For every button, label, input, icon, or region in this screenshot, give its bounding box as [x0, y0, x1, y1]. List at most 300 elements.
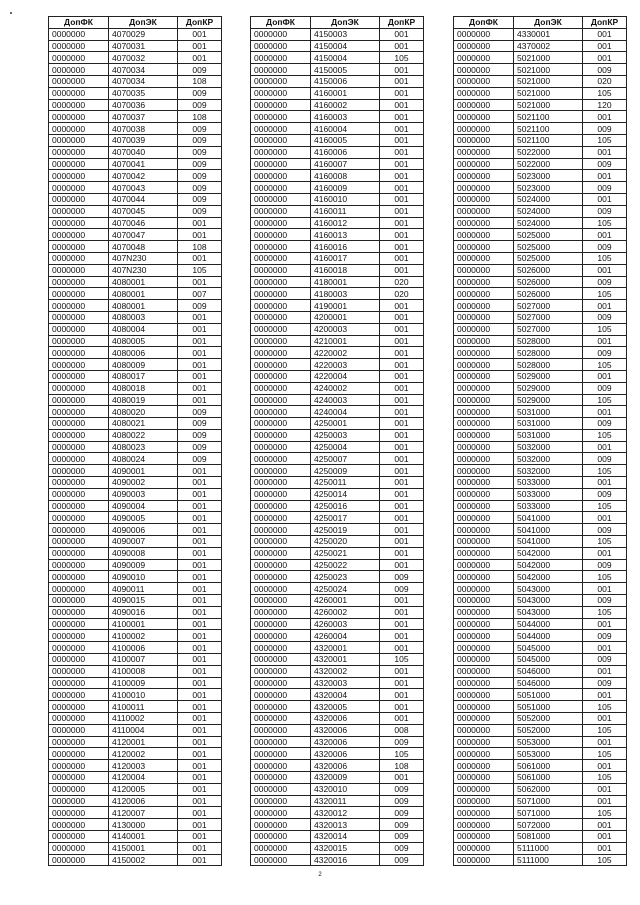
cell-dopek: 4370002	[514, 40, 583, 52]
cell-dopfk: 0000000	[251, 654, 311, 666]
cell-dopkr: 108	[178, 241, 222, 253]
cell-dopek: 4090011	[109, 583, 178, 595]
cell-dopkr: 009	[583, 453, 627, 465]
table-row	[49, 134, 222, 146]
table-row	[251, 642, 424, 654]
cell-dopek: 407N230	[109, 252, 178, 264]
table-row	[454, 311, 627, 323]
cell-dopfk: 0000000	[251, 772, 311, 784]
cell-dopfk: 0000000	[454, 654, 514, 666]
cell-dopek: 4320001	[311, 642, 380, 654]
cell-dopek: 5051000	[514, 689, 583, 701]
cell-dopfk: 0000000	[251, 170, 311, 182]
table-row	[49, 64, 222, 76]
cell-dopek: 4250021	[311, 547, 380, 559]
cell-dopkr: 009	[178, 406, 222, 418]
cell-dopfk: 0000000	[49, 583, 109, 595]
cell-dopkr: 105	[380, 654, 424, 666]
table-row	[251, 347, 424, 359]
cell-dopek: 4070037	[109, 111, 178, 123]
cell-dopfk: 0000000	[251, 536, 311, 548]
cell-dopkr: 001	[178, 783, 222, 795]
cell-dopek: 5021000	[514, 64, 583, 76]
cell-dopkr: 009	[178, 205, 222, 217]
cell-dopfk: 0000000	[251, 477, 311, 489]
cell-dopek: 4160017	[311, 252, 380, 264]
table-row	[251, 665, 424, 677]
table-row	[251, 288, 424, 300]
cell-dopek: 4090009	[109, 559, 178, 571]
cell-dopkr: 001	[583, 406, 627, 418]
cell-dopkr: 001	[583, 583, 627, 595]
cell-dopkr: 001	[380, 394, 424, 406]
cell-dopkr: 001	[178, 559, 222, 571]
cell-dopfk: 0000000	[251, 264, 311, 276]
cell-dopfk: 0000000	[454, 583, 514, 595]
cell-dopek: 4080001	[109, 276, 178, 288]
table-row	[49, 795, 222, 807]
cell-dopfk: 0000000	[454, 123, 514, 135]
cell-dopek: 5021000	[514, 52, 583, 64]
cell-dopkr: 108	[178, 75, 222, 87]
cell-dopek: 5026000	[514, 288, 583, 300]
table-row	[454, 182, 627, 194]
cell-dopfk: 0000000	[49, 288, 109, 300]
cell-dopkr: 001	[178, 488, 222, 500]
cell-dopkr: 001	[380, 87, 424, 99]
cell-dopek: 4250011	[311, 477, 380, 489]
table-row	[454, 382, 627, 394]
cell-dopfk: 0000000	[251, 571, 311, 583]
cell-dopkr: 001	[178, 229, 222, 241]
cell-dopkr: 001	[178, 677, 222, 689]
cell-dopek: 4160013	[311, 229, 380, 241]
cell-dopfk: 0000000	[454, 500, 514, 512]
cell-dopek: 5042000	[514, 559, 583, 571]
cell-dopek: 4160012	[311, 217, 380, 229]
table-row	[251, 359, 424, 371]
cell-dopek: 5061000	[514, 772, 583, 784]
cell-dopfk: 0000000	[454, 323, 514, 335]
cell-dopek: 4210001	[311, 335, 380, 347]
table-row	[49, 830, 222, 842]
cell-dopek: 5033000	[514, 488, 583, 500]
cell-dopfk: 0000000	[251, 217, 311, 229]
cell-dopfk: 0000000	[251, 276, 311, 288]
cell-dopfk: 0000000	[454, 536, 514, 548]
cell-dopfk: 0000000	[251, 134, 311, 146]
table-row	[49, 276, 222, 288]
cell-dopfk: 0000000	[49, 418, 109, 430]
cell-dopfk: 0000000	[251, 713, 311, 725]
cell-dopek: 4220004	[311, 370, 380, 382]
cell-dopkr: 105	[583, 217, 627, 229]
cell-dopek: 4070044	[109, 193, 178, 205]
table-row	[49, 724, 222, 736]
cell-dopfk: 0000000	[454, 370, 514, 382]
cell-dopek: 4160006	[311, 146, 380, 158]
cell-dopfk: 0000000	[454, 677, 514, 689]
cell-dopkr: 001	[178, 665, 222, 677]
table-row	[49, 547, 222, 559]
table-row	[49, 665, 222, 677]
table-row	[251, 75, 424, 87]
cell-dopfk: 0000000	[251, 595, 311, 607]
cell-dopkr: 009	[178, 99, 222, 111]
cell-dopkr: 001	[380, 429, 424, 441]
table-row	[454, 559, 627, 571]
cell-dopfk: 0000000	[454, 300, 514, 312]
cell-dopkr: 001	[380, 488, 424, 500]
cell-dopek: 5022000	[514, 146, 583, 158]
cell-dopek: 4190001	[311, 300, 380, 312]
table-row	[251, 52, 424, 64]
cell-dopkr: 001	[380, 193, 424, 205]
cell-dopkr: 001	[178, 618, 222, 630]
cell-dopkr: 009	[380, 807, 424, 819]
cell-dopkr: 001	[178, 701, 222, 713]
cell-dopek: 4100002	[109, 630, 178, 642]
table-row	[251, 854, 424, 866]
cell-dopkr: 001	[583, 264, 627, 276]
cell-dopkr: 009	[178, 170, 222, 182]
cell-dopek: 4070031	[109, 40, 178, 52]
cell-dopek: 4070029	[109, 28, 178, 40]
cell-dopek: 4330001	[514, 28, 583, 40]
cell-dopek: 4090010	[109, 571, 178, 583]
cell-dopek: 4100009	[109, 677, 178, 689]
cell-dopfk: 0000000	[251, 854, 311, 866]
cell-dopek: 5025000	[514, 252, 583, 264]
cell-dopkr: 009	[178, 64, 222, 76]
cell-dopek: 4160003	[311, 111, 380, 123]
table-row	[251, 842, 424, 854]
cell-dopek: 4250014	[311, 488, 380, 500]
cell-dopek: 5033000	[514, 477, 583, 489]
cell-dopfk: 0000000	[49, 842, 109, 854]
cell-dopkr: 001	[178, 795, 222, 807]
cell-dopek: 5026000	[514, 276, 583, 288]
table-row	[454, 736, 627, 748]
cell-dopfk: 0000000	[251, 99, 311, 111]
scan-speck	[10, 12, 12, 14]
cell-dopkr: 009	[583, 123, 627, 135]
table-row	[49, 75, 222, 87]
cell-dopkr: 001	[178, 842, 222, 854]
cell-dopkr: 001	[380, 28, 424, 40]
cell-dopek: 4070034	[109, 64, 178, 76]
table-row	[454, 701, 627, 713]
cell-dopfk: 0000000	[454, 40, 514, 52]
cell-dopek: 4120005	[109, 783, 178, 795]
cell-dopek: 5046000	[514, 677, 583, 689]
table-row	[454, 642, 627, 654]
table-row	[251, 64, 424, 76]
table-row	[454, 217, 627, 229]
table-row	[49, 783, 222, 795]
cell-dopkr: 009	[583, 276, 627, 288]
cell-dopkr: 001	[178, 571, 222, 583]
table-row	[49, 441, 222, 453]
cell-dopfk: 0000000	[49, 205, 109, 217]
cell-dopfk: 0000000	[454, 229, 514, 241]
table-row	[251, 830, 424, 842]
table-row	[251, 606, 424, 618]
table-row	[49, 595, 222, 607]
cell-dopek: 5045000	[514, 654, 583, 666]
table-row	[454, 146, 627, 158]
cell-dopkr: 001	[583, 713, 627, 725]
cell-dopkr: 009	[380, 583, 424, 595]
cell-dopfk: 0000000	[251, 488, 311, 500]
cell-dopkr: 001	[178, 748, 222, 760]
table-row	[251, 241, 424, 253]
cell-dopek: 4070035	[109, 87, 178, 99]
cell-dopek: 4100001	[109, 618, 178, 630]
cell-dopkr: 001	[583, 52, 627, 64]
cell-dopkr: 001	[178, 654, 222, 666]
table-row	[454, 87, 627, 99]
table-row	[251, 418, 424, 430]
cell-dopfk: 0000000	[49, 795, 109, 807]
cell-dopfk: 0000000	[49, 64, 109, 76]
table-row	[251, 87, 424, 99]
cell-dopek: 5021100	[514, 123, 583, 135]
cell-dopkr: 105	[583, 701, 627, 713]
cell-dopfk: 0000000	[49, 123, 109, 135]
cell-dopek: 5032000	[514, 465, 583, 477]
cell-dopek: 4250023	[311, 571, 380, 583]
table-row	[454, 488, 627, 500]
cell-dopkr: 001	[583, 28, 627, 40]
cell-dopek: 5027000	[514, 300, 583, 312]
cell-dopek: 4070045	[109, 205, 178, 217]
table-row	[454, 665, 627, 677]
table-row	[251, 595, 424, 607]
cell-dopfk: 0000000	[49, 75, 109, 87]
cell-dopek: 4070042	[109, 170, 178, 182]
cell-dopkr: 001	[380, 512, 424, 524]
cell-dopfk: 0000000	[49, 477, 109, 489]
cell-dopfk: 0000000	[454, 429, 514, 441]
cell-dopek: 4320016	[311, 854, 380, 866]
cell-dopfk: 0000000	[49, 99, 109, 111]
table-row	[251, 677, 424, 689]
cell-dopfk: 0000000	[251, 441, 311, 453]
table-row	[49, 52, 222, 64]
cell-dopfk: 0000000	[251, 760, 311, 772]
table-row	[251, 795, 424, 807]
cell-dopek: 4250020	[311, 536, 380, 548]
table-row	[49, 123, 222, 135]
table-row	[251, 465, 424, 477]
table-row	[454, 595, 627, 607]
table-row	[49, 677, 222, 689]
cell-dopkr: 009	[583, 64, 627, 76]
cell-dopek: 4070041	[109, 158, 178, 170]
cell-dopkr: 105	[583, 724, 627, 736]
table-row	[251, 146, 424, 158]
cell-dopek: 5023000	[514, 170, 583, 182]
cell-dopek: 5032000	[514, 453, 583, 465]
table-row	[49, 382, 222, 394]
cell-dopek: 4160011	[311, 205, 380, 217]
cell-dopek: 5021100	[514, 111, 583, 123]
cell-dopfk: 0000000	[49, 311, 109, 323]
page-number: 2	[318, 872, 322, 878]
cell-dopfk: 0000000	[454, 288, 514, 300]
cell-dopek: 5028000	[514, 347, 583, 359]
table-row	[49, 359, 222, 371]
cell-dopkr: 001	[380, 170, 424, 182]
table-row	[251, 123, 424, 135]
cell-dopfk: 0000000	[251, 677, 311, 689]
table-row	[454, 618, 627, 630]
cell-dopek: 4220002	[311, 347, 380, 359]
cell-dopkr: 008	[380, 724, 424, 736]
cell-dopek: 4090007	[109, 536, 178, 548]
cell-dopek: 5081000	[514, 830, 583, 842]
table-row	[49, 241, 222, 253]
cell-dopkr: 001	[178, 465, 222, 477]
cell-dopfk: 0000000	[49, 488, 109, 500]
cell-dopek: 4090004	[109, 500, 178, 512]
table-row	[49, 264, 222, 276]
table-row	[251, 571, 424, 583]
table-row	[251, 205, 424, 217]
table-row	[251, 311, 424, 323]
cell-dopek: 4100008	[109, 665, 178, 677]
cell-dopkr: 009	[178, 123, 222, 135]
cell-dopek: 5028000	[514, 335, 583, 347]
cell-dopkr: 001	[380, 441, 424, 453]
table-row	[454, 453, 627, 465]
table-row	[454, 99, 627, 111]
cell-dopfk: 0000000	[454, 713, 514, 725]
table-row	[454, 830, 627, 842]
cell-dopfk: 0000000	[454, 134, 514, 146]
table-row	[454, 429, 627, 441]
cell-dopkr: 105	[583, 87, 627, 99]
cell-dopfk: 0000000	[49, 559, 109, 571]
cell-dopfk: 0000000	[251, 689, 311, 701]
table-row	[454, 783, 627, 795]
table-row	[49, 559, 222, 571]
cell-dopfk: 0000000	[251, 382, 311, 394]
cell-dopkr: 001	[380, 111, 424, 123]
table-row	[49, 630, 222, 642]
header-dopfk: ДопФК	[251, 17, 311, 29]
table-row	[454, 689, 627, 701]
table-row	[49, 488, 222, 500]
cell-dopfk: 0000000	[251, 807, 311, 819]
cell-dopfk: 0000000	[454, 642, 514, 654]
cell-dopek: 5042000	[514, 571, 583, 583]
cell-dopfk: 0000000	[49, 429, 109, 441]
cell-dopfk: 0000000	[454, 547, 514, 559]
cell-dopfk: 0000000	[49, 547, 109, 559]
cell-dopek: 4250007	[311, 453, 380, 465]
cell-dopfk: 0000000	[251, 158, 311, 170]
cell-dopfk: 0000000	[454, 158, 514, 170]
cell-dopfk: 0000000	[251, 193, 311, 205]
cell-dopfk: 0000000	[454, 406, 514, 418]
table-row	[251, 477, 424, 489]
header-dopek: ДопЭК	[109, 17, 178, 29]
cell-dopfk: 0000000	[49, 146, 109, 158]
code-table-3	[453, 16, 627, 866]
cell-dopek: 5042000	[514, 547, 583, 559]
cell-dopkr: 001	[380, 382, 424, 394]
cell-dopfk: 0000000	[49, 748, 109, 760]
table-row	[49, 406, 222, 418]
cell-dopek: 4250009	[311, 465, 380, 477]
cell-dopek: 4120001	[109, 736, 178, 748]
table-row	[454, 654, 627, 666]
cell-dopfk: 0000000	[251, 830, 311, 842]
table-row	[49, 229, 222, 241]
table-row	[49, 477, 222, 489]
cell-dopkr: 001	[583, 830, 627, 842]
cell-dopek: 5025000	[514, 241, 583, 253]
cell-dopkr: 001	[380, 630, 424, 642]
cell-dopkr: 001	[380, 182, 424, 194]
cell-dopkr: 105	[583, 500, 627, 512]
cell-dopkr: 105	[583, 323, 627, 335]
cell-dopek: 4150003	[311, 28, 380, 40]
cell-dopek: 5041000	[514, 512, 583, 524]
cell-dopfk: 0000000	[454, 347, 514, 359]
table-row	[454, 406, 627, 418]
table-row	[251, 453, 424, 465]
cell-dopkr: 001	[178, 642, 222, 654]
cell-dopfk: 0000000	[49, 536, 109, 548]
cell-dopkr: 108	[380, 760, 424, 772]
cell-dopek: 5041000	[514, 536, 583, 548]
cell-dopfk: 0000000	[251, 418, 311, 430]
cell-dopkr: 001	[178, 854, 222, 866]
table-row	[251, 276, 424, 288]
cell-dopfk: 0000000	[49, 618, 109, 630]
cell-dopek: 4180001	[311, 276, 380, 288]
cell-dopek: 5052000	[514, 713, 583, 725]
cell-dopkr: 009	[380, 854, 424, 866]
cell-dopfk: 0000000	[251, 335, 311, 347]
cell-dopkr: 001	[583, 795, 627, 807]
code-table-1	[48, 16, 222, 866]
table-row	[251, 382, 424, 394]
cell-dopfk: 0000000	[454, 571, 514, 583]
table-row	[454, 40, 627, 52]
cell-dopek: 5111000	[514, 854, 583, 866]
header-dopfk: ДопФК	[49, 17, 109, 29]
table-row	[454, 347, 627, 359]
cell-dopkr: 009	[583, 418, 627, 430]
cell-dopfk: 0000000	[49, 677, 109, 689]
cell-dopek: 4240004	[311, 406, 380, 418]
cell-dopkr: 009	[583, 677, 627, 689]
cell-dopfk: 0000000	[49, 665, 109, 677]
cell-dopfk: 0000000	[49, 689, 109, 701]
cell-dopek: 5024000	[514, 217, 583, 229]
cell-dopfk: 0000000	[49, 760, 109, 772]
table-row	[49, 288, 222, 300]
cell-dopkr: 105	[583, 606, 627, 618]
table-row	[454, 205, 627, 217]
cell-dopkr: 105	[583, 134, 627, 146]
cell-dopfk: 0000000	[251, 547, 311, 559]
cell-dopkr: 001	[583, 229, 627, 241]
